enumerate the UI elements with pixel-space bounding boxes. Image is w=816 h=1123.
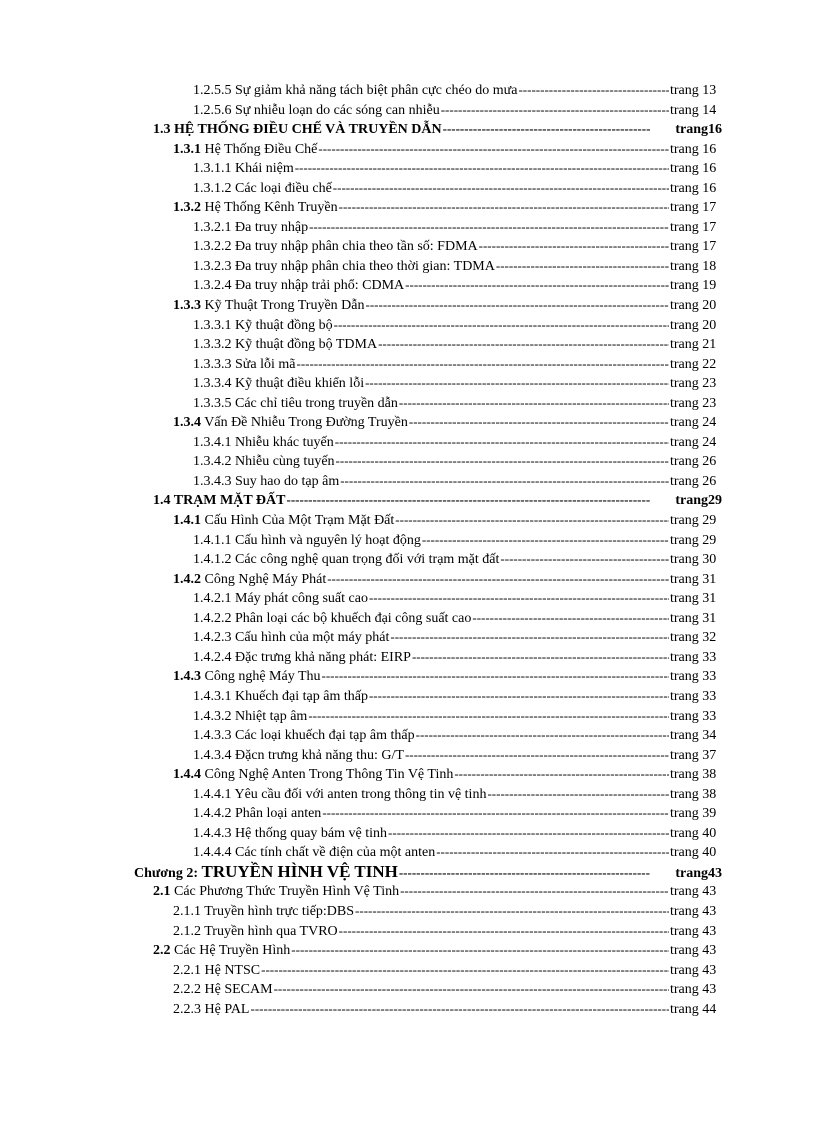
toc-entry bbox=[0, 197, 816, 217]
toc-entry-number: 1.4.4.4 bbox=[193, 845, 232, 861]
toc-entry-title bbox=[173, 198, 338, 218]
dot-leader bbox=[335, 432, 669, 452]
toc-entry-title bbox=[193, 237, 478, 257]
toc-entry bbox=[0, 666, 816, 686]
toc-entry bbox=[0, 315, 816, 335]
toc-entry-number: 1.4.2.4 bbox=[193, 649, 232, 665]
toc-entry-page: trang 26 bbox=[670, 473, 717, 489]
toc-entry-number: 2.2.3 bbox=[173, 1001, 201, 1017]
dot-leader bbox=[400, 881, 669, 901]
toc-entry-number: 1.3.1 bbox=[173, 141, 201, 157]
toc-entry-number: 2.2.2 bbox=[173, 982, 201, 998]
toc-entry bbox=[0, 979, 816, 999]
toc-entry-label: HỆ THỐNG ĐIỀU CHẾ VÀ TRUYỀN DẪN bbox=[174, 122, 442, 138]
dot-leader bbox=[369, 588, 669, 608]
toc-entry-page: trang 33 bbox=[670, 688, 717, 704]
toc-entry-label: Hệ NTSC bbox=[204, 962, 261, 978]
toc-entry-page: trang 34 bbox=[670, 728, 717, 744]
toc-entry-page: trang 21 bbox=[670, 337, 717, 353]
toc-entry-number: 1.4.4 bbox=[173, 767, 201, 783]
toc-entry-number: Chương 2: bbox=[134, 865, 198, 881]
toc-entry-title bbox=[193, 257, 495, 277]
toc-entry-page: trang 38 bbox=[670, 786, 717, 802]
toc-entry-title bbox=[193, 589, 368, 609]
toc-entry-label: Kỹ thuật đồng bộ TDMA bbox=[235, 337, 378, 353]
toc-entry-title bbox=[173, 413, 408, 433]
toc-entry-label: Sự giảm khả năng tách biệt phân cực chéo do mưa bbox=[235, 83, 518, 98]
toc-entry-number: 2.2 bbox=[153, 943, 171, 959]
toc-entry-number: 1.3 bbox=[153, 122, 171, 138]
toc-entry-page: trang 26 bbox=[670, 454, 717, 470]
toc-entry-label: Sự nhiễu loạn do các sóng can nhiễu bbox=[235, 102, 440, 118]
toc-entry-page: trang 23 bbox=[670, 376, 717, 392]
toc-entry-number: 1.3.4.3 bbox=[193, 473, 232, 489]
toc-entry-label: Cấu Hình Của Một Trạm Mặt Đất bbox=[204, 513, 395, 529]
toc-entry-number: 1.4 bbox=[153, 493, 171, 509]
toc-entry-title bbox=[193, 81, 517, 101]
dot-leader bbox=[318, 139, 669, 159]
toc-entry-label: Các Hệ Truyền Hình bbox=[174, 943, 291, 959]
toc-entry-label: Cấu hình của một máy phát bbox=[235, 630, 390, 646]
toc-entry-label: Các loại điều chế bbox=[235, 180, 332, 196]
toc-entry bbox=[0, 451, 816, 471]
dot-leader bbox=[441, 100, 669, 120]
dot-leader bbox=[416, 725, 669, 745]
toc-entry bbox=[0, 725, 816, 745]
toc-entry-label: Kỹ Thuật Trong Truyền Dẫn bbox=[204, 298, 365, 314]
toc-entry-number: 1.2.5.5 bbox=[193, 83, 232, 98]
toc-entry-title bbox=[193, 394, 398, 414]
toc-entry bbox=[0, 471, 816, 491]
toc-entry bbox=[0, 608, 816, 628]
dot-leader bbox=[261, 960, 669, 980]
dot-leader bbox=[487, 784, 669, 804]
toc-entry-number: 1.3.2.3 bbox=[193, 258, 232, 274]
toc-entry-label: Suy hao do tạp âm bbox=[235, 473, 340, 489]
toc-entry-title bbox=[193, 687, 368, 707]
toc-entry bbox=[0, 569, 816, 589]
toc-entry bbox=[0, 745, 816, 765]
toc-entry bbox=[0, 764, 816, 784]
toc-entry-label: Đa truy nhập bbox=[235, 219, 309, 235]
toc-entry-title bbox=[193, 746, 404, 766]
toc-entry-number: 1.4.4.3 bbox=[193, 825, 232, 841]
toc-entry-label: Các loại khuếch đại tạp âm thấp bbox=[235, 728, 415, 744]
toc-entry-page: trang 14 bbox=[670, 102, 717, 118]
toc-entry-number: 1.3.1.1 bbox=[193, 161, 232, 177]
toc-entry-label: Đa truy nhập phân chia theo tần số: FDMA bbox=[235, 239, 478, 255]
toc-entry-title bbox=[193, 159, 294, 179]
toc-entry bbox=[0, 100, 816, 120]
toc-entry-number: 2.1.1 bbox=[173, 903, 201, 919]
toc-entry-label: Hệ Thống Điều Chế bbox=[204, 141, 318, 157]
toc-entry-label: Các công nghệ quan trọng đối với trạm mặt đất bbox=[235, 552, 500, 568]
toc-entry-number: 1.2.5.6 bbox=[193, 102, 232, 118]
toc-entry-title bbox=[134, 862, 398, 884]
toc-entry-number: 1.3.1.2 bbox=[193, 180, 232, 196]
dot-leader bbox=[412, 647, 669, 667]
toc-entry bbox=[0, 706, 816, 726]
toc-entry-title bbox=[193, 101, 440, 121]
toc-entry-page: trang43 bbox=[675, 865, 722, 881]
toc-entry bbox=[0, 139, 816, 159]
toc-entry-title bbox=[173, 902, 354, 922]
toc-entry bbox=[0, 119, 816, 139]
toc-entry-page: trang 37 bbox=[670, 747, 717, 763]
toc-entry-page: trang 17 bbox=[670, 200, 717, 216]
toc-entry-number: 1.4.2.1 bbox=[193, 591, 232, 607]
dot-leader bbox=[309, 217, 669, 237]
toc-entry-label: Công Nghệ Anten Trong Thông Tin Vệ Tinh bbox=[204, 767, 454, 783]
toc-entry-number: 1.4.4.1 bbox=[193, 786, 232, 802]
dot-leader bbox=[405, 745, 669, 765]
toc-entry-page: trang 18 bbox=[670, 258, 717, 274]
dot-leader bbox=[409, 412, 669, 432]
toc-entry-page: trang 40 bbox=[670, 845, 717, 861]
dot-leader bbox=[436, 842, 669, 862]
dot-leader bbox=[399, 393, 669, 413]
toc-entry-page: trang 33 bbox=[670, 669, 717, 685]
dot-leader bbox=[274, 979, 669, 999]
toc-entry-label: Các tính chất về điện của một anten bbox=[235, 845, 436, 861]
dot-leader bbox=[365, 373, 669, 393]
toc-entry-title bbox=[193, 609, 471, 629]
toc-entry-title bbox=[173, 980, 273, 1000]
toc-entry bbox=[0, 940, 816, 960]
toc-entry-page: trang 33 bbox=[670, 708, 717, 724]
toc-entry-page: trang 16 bbox=[670, 161, 717, 177]
toc-entry-page: trang 39 bbox=[670, 806, 717, 822]
toc-entry-number: 1.3.4.1 bbox=[193, 434, 232, 450]
toc-entry-title bbox=[173, 1000, 250, 1020]
toc-entry-title bbox=[193, 824, 387, 844]
toc-entry bbox=[0, 842, 816, 862]
toc-entry-page: trang 22 bbox=[670, 356, 717, 372]
toc-entry bbox=[0, 354, 816, 374]
toc-entry-title bbox=[193, 707, 307, 727]
dot-leader bbox=[496, 256, 669, 276]
toc-entry-page: trang 30 bbox=[670, 552, 717, 568]
toc-entry-page: trang 43 bbox=[670, 884, 717, 900]
toc-entry-number: 1.4.2 bbox=[173, 571, 201, 587]
toc-entry-number: 2.2.1 bbox=[173, 962, 201, 978]
toc-entry-label: Đặcn trưng khả năng thu: G/T bbox=[235, 747, 404, 763]
toc-entry-number: 1.3.2.1 bbox=[193, 219, 232, 235]
toc-entry bbox=[0, 373, 816, 393]
toc-entry-page: trang 24 bbox=[670, 434, 717, 450]
dot-leader bbox=[518, 80, 669, 100]
toc-entry-page: trang 23 bbox=[670, 395, 717, 411]
toc-entry-number: 1.4.3.4 bbox=[193, 747, 232, 763]
toc-entry-label: Cấu hình và nguyên lý hoạt động bbox=[235, 532, 421, 548]
dot-leader bbox=[479, 236, 669, 256]
dot-leader bbox=[251, 999, 670, 1019]
toc-entry-title bbox=[193, 648, 411, 668]
toc-entry-title bbox=[153, 941, 290, 961]
toc-entry-page: trang 32 bbox=[670, 630, 717, 646]
dot-leader bbox=[472, 608, 669, 628]
toc-entry-title bbox=[193, 843, 435, 863]
toc-entry-label: Đa truy nhập phân chia theo thời gian: TDMA bbox=[235, 258, 495, 274]
toc-entry-label: Công nghệ Máy Thu bbox=[204, 669, 321, 685]
toc-entry-number: 1.4.1.2 bbox=[193, 552, 232, 568]
toc-entry-number: 1.3.3 bbox=[173, 298, 201, 314]
toc-entry-label: Hệ SECAM bbox=[204, 982, 273, 998]
toc-entry-page: trang 20 bbox=[670, 317, 717, 333]
toc-entry bbox=[0, 295, 816, 315]
toc-entry-number: 1.3.2.2 bbox=[193, 239, 232, 255]
toc-entry-number: 1.3.3.4 bbox=[193, 376, 232, 392]
toc-entry bbox=[0, 432, 816, 452]
toc-entry bbox=[0, 530, 816, 550]
toc-entry bbox=[0, 217, 816, 237]
toc-entry-page: trang 29 bbox=[670, 532, 717, 548]
toc-entry-page: trang 44 bbox=[670, 1001, 717, 1017]
toc-entry-label: TRUYỀN HÌNH VỆ TINH bbox=[201, 861, 398, 881]
dot-leader bbox=[454, 764, 669, 784]
toc-entry bbox=[0, 784, 816, 804]
toc-entry-page: trang29 bbox=[675, 493, 722, 509]
dot-leader bbox=[395, 510, 669, 530]
toc-entry-page: trang 29 bbox=[670, 513, 717, 529]
toc-entry-number: 2.1.2 bbox=[173, 923, 201, 939]
toc-entry-title bbox=[153, 120, 442, 140]
toc-entry-page: trang 43 bbox=[670, 943, 717, 959]
toc-entry-number: 1.4.3.3 bbox=[193, 728, 232, 744]
toc-entry-label: Khái niệm bbox=[235, 161, 294, 177]
dot-leader bbox=[390, 627, 669, 647]
toc-entry-page: trang16 bbox=[675, 122, 722, 138]
toc-entry-page: trang 43 bbox=[670, 962, 717, 978]
toc-entry bbox=[0, 510, 816, 530]
toc-entry-title bbox=[193, 531, 421, 551]
toc-entry bbox=[0, 178, 816, 198]
toc-entry-page: trang 31 bbox=[670, 591, 717, 607]
dot-leader bbox=[340, 471, 669, 491]
dot-leader bbox=[336, 451, 669, 471]
toc-entry bbox=[0, 960, 816, 980]
toc-entry-label: Hệ PAL bbox=[204, 1001, 250, 1017]
toc-entry-label: Sửa lỗi mã bbox=[235, 356, 296, 372]
dot-leader bbox=[369, 686, 669, 706]
toc-entry bbox=[0, 647, 816, 667]
toc-entry-number: 1.4.2.3 bbox=[193, 630, 232, 646]
toc-entry bbox=[0, 158, 816, 178]
toc-entry bbox=[0, 901, 816, 921]
dot-leader bbox=[295, 158, 669, 178]
dot-leader bbox=[287, 490, 651, 510]
dot-leader bbox=[334, 315, 669, 335]
toc-entry-label: Phân loại các bộ khuếch đại công suất cao bbox=[235, 610, 472, 626]
dot-leader bbox=[443, 119, 650, 139]
toc-entry bbox=[0, 334, 816, 354]
toc-entry-number: 1.4.3.1 bbox=[193, 688, 232, 704]
toc-entry bbox=[0, 549, 816, 569]
dot-leader bbox=[399, 863, 650, 883]
toc-entry-page: trang 20 bbox=[670, 298, 717, 314]
toc-entry bbox=[0, 275, 816, 295]
toc-entry-number: 1.3.3.2 bbox=[193, 337, 232, 353]
toc-entry-label: Các chỉ tiêu trong truyền dẫn bbox=[235, 395, 398, 411]
toc-entry-title bbox=[193, 550, 499, 570]
toc-entry-title bbox=[193, 628, 389, 648]
dot-leader bbox=[296, 354, 669, 374]
table-of-contents bbox=[0, 80, 816, 1018]
toc-entry-label: Nhiễu cùng tuyến bbox=[235, 454, 335, 470]
dot-leader bbox=[322, 666, 669, 686]
toc-entry-title bbox=[193, 472, 339, 492]
toc-entry-label: Nhiễu khác tuyến bbox=[235, 434, 334, 450]
toc-entry-title bbox=[193, 355, 295, 375]
dot-leader bbox=[322, 803, 669, 823]
toc-entry-page: trang 31 bbox=[670, 610, 717, 626]
toc-entry-number: 1.4.1 bbox=[173, 513, 201, 529]
toc-entry-title bbox=[193, 179, 332, 199]
toc-entry bbox=[0, 393, 816, 413]
toc-entry bbox=[0, 627, 816, 647]
dot-leader bbox=[291, 940, 669, 960]
toc-entry-label: Khuếch đại tạp âm thấp bbox=[235, 688, 368, 704]
dot-leader bbox=[405, 275, 669, 295]
toc-entry-title bbox=[173, 511, 394, 531]
toc-entry-label: Kỹ thuật đồng bộ bbox=[235, 317, 333, 333]
toc-entry bbox=[0, 686, 816, 706]
toc-entry-label: Đặc trưng khả năng phát: EIRP bbox=[235, 649, 411, 665]
dot-leader bbox=[366, 295, 670, 315]
dot-leader bbox=[355, 901, 669, 921]
toc-entry bbox=[0, 236, 816, 256]
toc-entry bbox=[0, 588, 816, 608]
toc-entry-page: trang 17 bbox=[670, 239, 717, 255]
toc-entry-label: TRẠM MẶT ĐẤT bbox=[173, 493, 286, 509]
toc-entry-title bbox=[193, 374, 364, 394]
toc-entry-label: Hệ Thống Kênh Truyền bbox=[204, 200, 338, 216]
dot-leader bbox=[339, 921, 669, 941]
toc-entry-page: trang 31 bbox=[670, 571, 717, 587]
toc-entry-number: 1.3.3.5 bbox=[193, 395, 232, 411]
toc-entry-title bbox=[173, 765, 453, 785]
toc-entry-page: trang 16 bbox=[670, 141, 717, 157]
toc-entry bbox=[0, 823, 816, 843]
toc-entry-page: trang 38 bbox=[670, 767, 717, 783]
toc-entry-title bbox=[193, 785, 486, 805]
toc-entry bbox=[0, 921, 816, 941]
toc-entry-number: 1.3.4 bbox=[173, 415, 201, 431]
toc-entry-title bbox=[193, 726, 415, 746]
toc-entry bbox=[0, 256, 816, 276]
toc-entry-number: 1.3.3.3 bbox=[193, 356, 232, 372]
toc-entry-number: 2.1 bbox=[153, 884, 171, 900]
toc-entry-number: 1.3.4.2 bbox=[193, 454, 232, 470]
toc-entry-label: Vấn Đề Nhiễu Trong Đường Truyền bbox=[204, 415, 408, 431]
toc-entry-title bbox=[193, 218, 308, 238]
toc-entry bbox=[0, 490, 816, 510]
toc-entry-label: Hệ thống quay bám vệ tinh bbox=[235, 825, 388, 841]
toc-entry-number: 1.3.2 bbox=[173, 200, 201, 216]
toc-entry-label: Đa truy nhập trải phổ: CDMA bbox=[235, 278, 405, 294]
toc-entry-page: trang 17 bbox=[670, 219, 717, 235]
toc-entry-label: Truyền hình trực tiếp:DBS bbox=[204, 903, 355, 919]
toc-entry-page: trang 43 bbox=[670, 982, 717, 998]
toc-entry-number: 1.3.2.4 bbox=[193, 278, 232, 294]
toc-entry-label: Công Nghệ Máy Phát bbox=[204, 571, 327, 587]
toc-entry-title bbox=[173, 922, 338, 942]
toc-entry-page: trang 24 bbox=[670, 415, 717, 431]
toc-entry-label: Máy phát công suất cao bbox=[235, 591, 368, 607]
toc-entry-page: trang 13 bbox=[670, 83, 717, 98]
toc-entry-title bbox=[173, 570, 326, 590]
dot-leader bbox=[378, 334, 669, 354]
toc-entry-title bbox=[173, 961, 260, 981]
toc-entry bbox=[0, 412, 816, 432]
toc-entry-label: Phân loại anten bbox=[235, 806, 322, 822]
dot-leader bbox=[308, 706, 669, 726]
toc-entry-label: Nhiệt tạp âm bbox=[235, 708, 308, 724]
dot-leader bbox=[500, 549, 669, 569]
dot-leader bbox=[422, 530, 669, 550]
toc-entry-number: 1.4.2.2 bbox=[193, 610, 232, 626]
toc-entry-page: trang 43 bbox=[670, 903, 717, 919]
toc-entry bbox=[0, 803, 816, 823]
toc-entry-number: 1.4.3.2 bbox=[193, 708, 232, 724]
toc-entry-label: Yêu cầu đối với anten trong thông tin vệ tinh bbox=[234, 786, 487, 802]
toc-entry-title bbox=[193, 433, 334, 453]
dot-leader bbox=[388, 823, 669, 843]
toc-entry-title bbox=[193, 335, 377, 355]
toc-entry-title bbox=[153, 882, 399, 902]
toc-entry-title bbox=[173, 296, 365, 316]
toc-entry-number: 1.4.1.1 bbox=[193, 532, 232, 548]
toc-entry bbox=[0, 862, 816, 882]
toc-entry-title bbox=[173, 667, 321, 687]
toc-entry-page: trang 19 bbox=[670, 278, 717, 294]
toc-entry bbox=[0, 999, 816, 1019]
toc-entry-title bbox=[193, 316, 333, 336]
toc-entry-title bbox=[153, 491, 286, 511]
dot-leader bbox=[333, 178, 669, 198]
toc-entry-page: trang 40 bbox=[670, 825, 717, 841]
toc-entry-title bbox=[193, 276, 404, 296]
toc-entry bbox=[0, 881, 816, 901]
dot-leader bbox=[327, 569, 669, 589]
toc-entry bbox=[0, 80, 816, 100]
toc-entry-number: 1.3.3.1 bbox=[193, 317, 232, 333]
toc-entry-page: trang 16 bbox=[670, 180, 717, 196]
toc-entry-number: 1.4.4.2 bbox=[193, 806, 232, 822]
dot-leader bbox=[339, 197, 669, 217]
toc-entry-title bbox=[193, 804, 321, 824]
toc-entry-title bbox=[193, 452, 335, 472]
toc-entry-number: 1.4.3 bbox=[173, 669, 201, 685]
toc-entry-label: Các Phương Thức Truyền Hình Vệ Tinh bbox=[174, 884, 400, 900]
toc-entry-page: trang 43 bbox=[670, 923, 717, 939]
toc-entry-page: trang 33 bbox=[670, 649, 717, 665]
toc-entry-label: Kỹ thuật điều khiển lỗi bbox=[235, 376, 365, 392]
toc-entry-title bbox=[173, 140, 317, 160]
toc-entry-label: Truyền hình qua TVRO bbox=[204, 923, 338, 939]
